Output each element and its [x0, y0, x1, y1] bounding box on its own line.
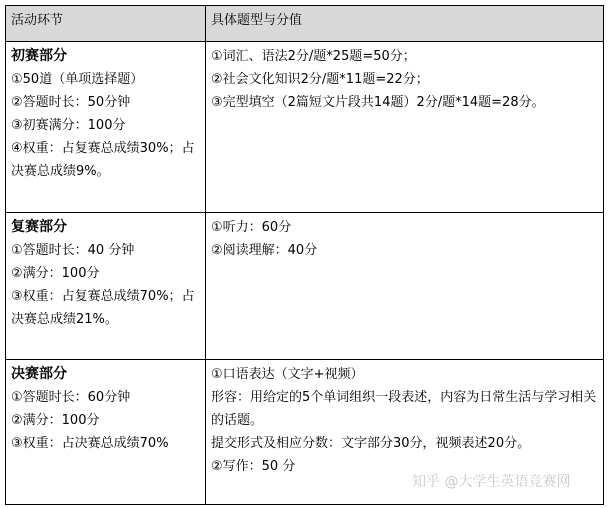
stage-line: ①50道（单项选择题）: [11, 72, 144, 87]
stage-title: 初赛部分: [11, 48, 67, 64]
stage-line: ③权重：占复赛总成绩70%；占决赛总成绩21%。: [11, 289, 195, 327]
details-line: ②社会文化知识2分/题*11题=22分；: [211, 72, 429, 87]
watermark: 知乎 @大学生英语竞赛网: [412, 474, 571, 490]
details-line: ①口语表达（文字+视频）: [211, 367, 364, 382]
details-line: ①听力：60分: [211, 220, 292, 235]
details-line: ①词汇、语法2分/题*25题=50分；: [211, 49, 416, 64]
stage-line: ①答题时长：40 分钟: [11, 243, 135, 258]
details-line: ③完型填空（2篇短文片段共14题）2分/题*14题=28分。: [211, 95, 545, 110]
table-row-semifinal: [6, 213, 604, 360]
stage-cell: [6, 42, 206, 213]
details-cell: [206, 213, 604, 360]
stage-line: ④权重：占复赛总成绩30%；占决赛总成绩9%。: [11, 141, 195, 179]
details-cell: [206, 42, 604, 213]
stage-line: ②满分：100分: [11, 266, 100, 281]
header-details: 具体题型与分值: [206, 6, 604, 42]
competition-table: [5, 5, 604, 505]
stage-title: 复赛部分: [11, 219, 67, 235]
details-line: 形容：用给定的5个单词组织一段表述，内容为日常生活与学习相关的话题。: [211, 390, 597, 428]
details-line: ②写作：50 分: [211, 459, 296, 474]
stage-line: ①答题时长：60分钟: [11, 390, 131, 405]
stage-line: ②满分：100分: [11, 413, 100, 428]
header-stage: 活动环节: [6, 6, 206, 42]
stage-cell: [6, 213, 206, 360]
stage-line: ③初赛满分：100分: [11, 118, 126, 133]
details-line: ②阅读理解：40分: [211, 243, 318, 258]
details-line: 提交形式及相应分数：文字部分30分，视频表述20分。: [211, 436, 531, 451]
table-row-preliminary: [6, 42, 604, 213]
stage-cell: [6, 360, 206, 505]
stage-title: 决赛部分: [11, 366, 67, 382]
stage-line: ③权重：占决赛总成绩70%: [11, 436, 169, 451]
table-header-row: [6, 6, 604, 42]
stage-line: ②答题时长：50分钟: [11, 95, 131, 110]
